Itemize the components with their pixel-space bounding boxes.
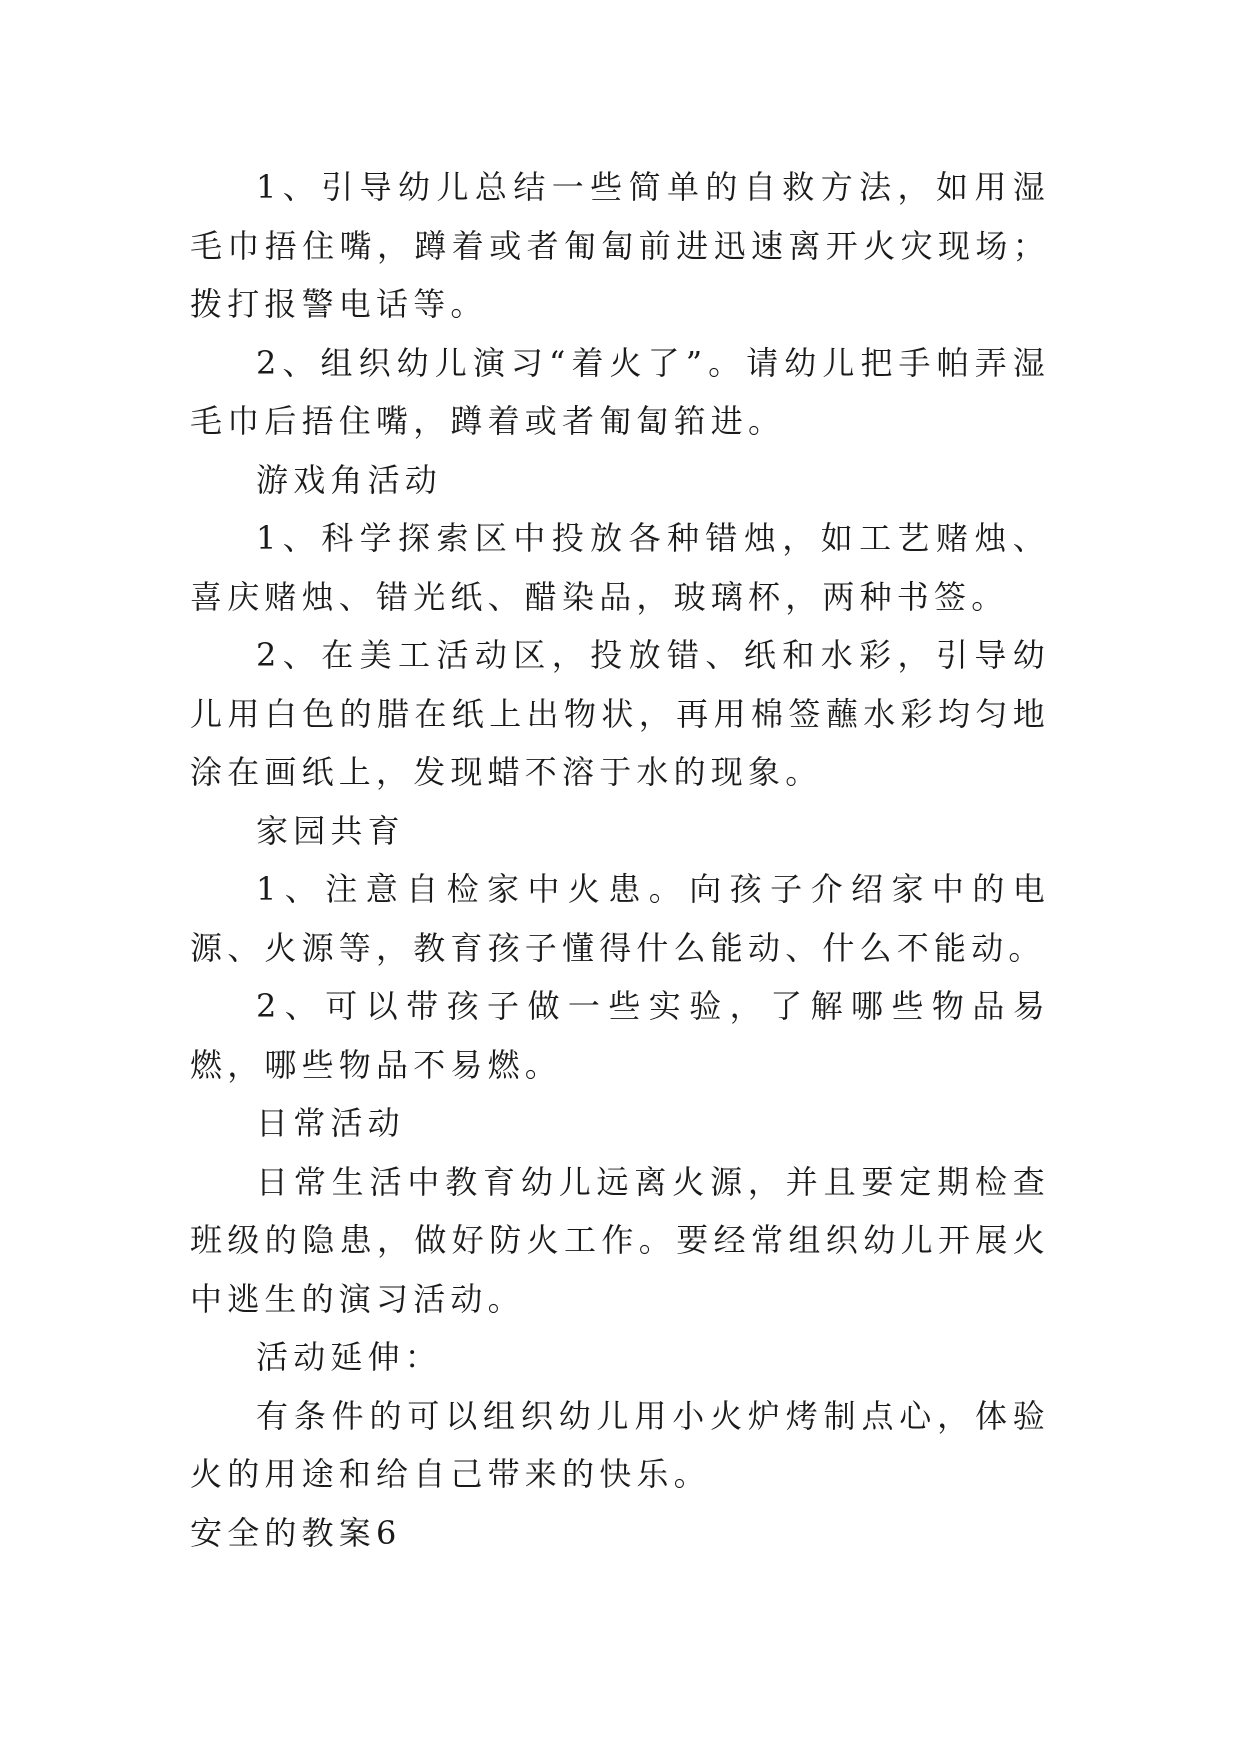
paragraph-home-check: 1、注意自检家中火患。向孩子介绍家中的电源、火源等，教育孩子懂得什么能动、什么不能动。 bbox=[190, 870, 1050, 967]
paragraph-extension: 有条件的可以组织幼儿用小火炉烤制点心，体验火的用途和给自己带来的快乐。 bbox=[190, 1396, 1050, 1493]
heading-daily-activity: 日常活动 bbox=[256, 1104, 405, 1142]
heading-game-corner: 游戏角活动 bbox=[256, 460, 443, 499]
paragraph-fire-drill: 2、组织幼儿演习“着火了”。请幼儿把手帕弄湿毛巾后捂住嘴，蹲着或者匍匐筘进。 bbox=[190, 343, 1050, 440]
paragraph-daily-life: 日常生活中教育幼儿远离火源，并且要定期检查班级的隐患，做好防火工作。要经常组织幼儿开展火中逃生的演习活动。 bbox=[190, 1162, 1050, 1318]
paragraph-science-area: 1、科学探索区中投放各种错烛，如工艺赌烛、喜庆赌烛、错光纸、醋染品，玻璃杯，两种书签。 bbox=[190, 519, 1050, 616]
paragraph-self-rescue-methods: 1、引导幼儿总结一些简单的自救方法，如用湿毛巾捂住嘴，蹲着或者匍匐前进迅速离开火灾现场；拨打报警电话等。 bbox=[190, 168, 1050, 323]
paragraph-art-area: 2、在美工活动区，投放错、纸和水彩，引导幼儿用白色的腊在纸上出物状，再用棉签蘸水彩均匀地涂在画纸上，发现蜡不溶于水的现象。 bbox=[190, 636, 1050, 791]
document-body bbox=[190, 158, 1050, 1562]
section-title: 安全的教案6 bbox=[190, 1513, 402, 1552]
heading-home-school: 家园共育 bbox=[256, 811, 405, 850]
heading-activity-extension: 活动延伸： bbox=[256, 1338, 443, 1376]
paragraph-experiment: 2、可以带孩子做一些实验，了解哪些物品易燃，哪些物品不易燃。 bbox=[190, 987, 1050, 1084]
